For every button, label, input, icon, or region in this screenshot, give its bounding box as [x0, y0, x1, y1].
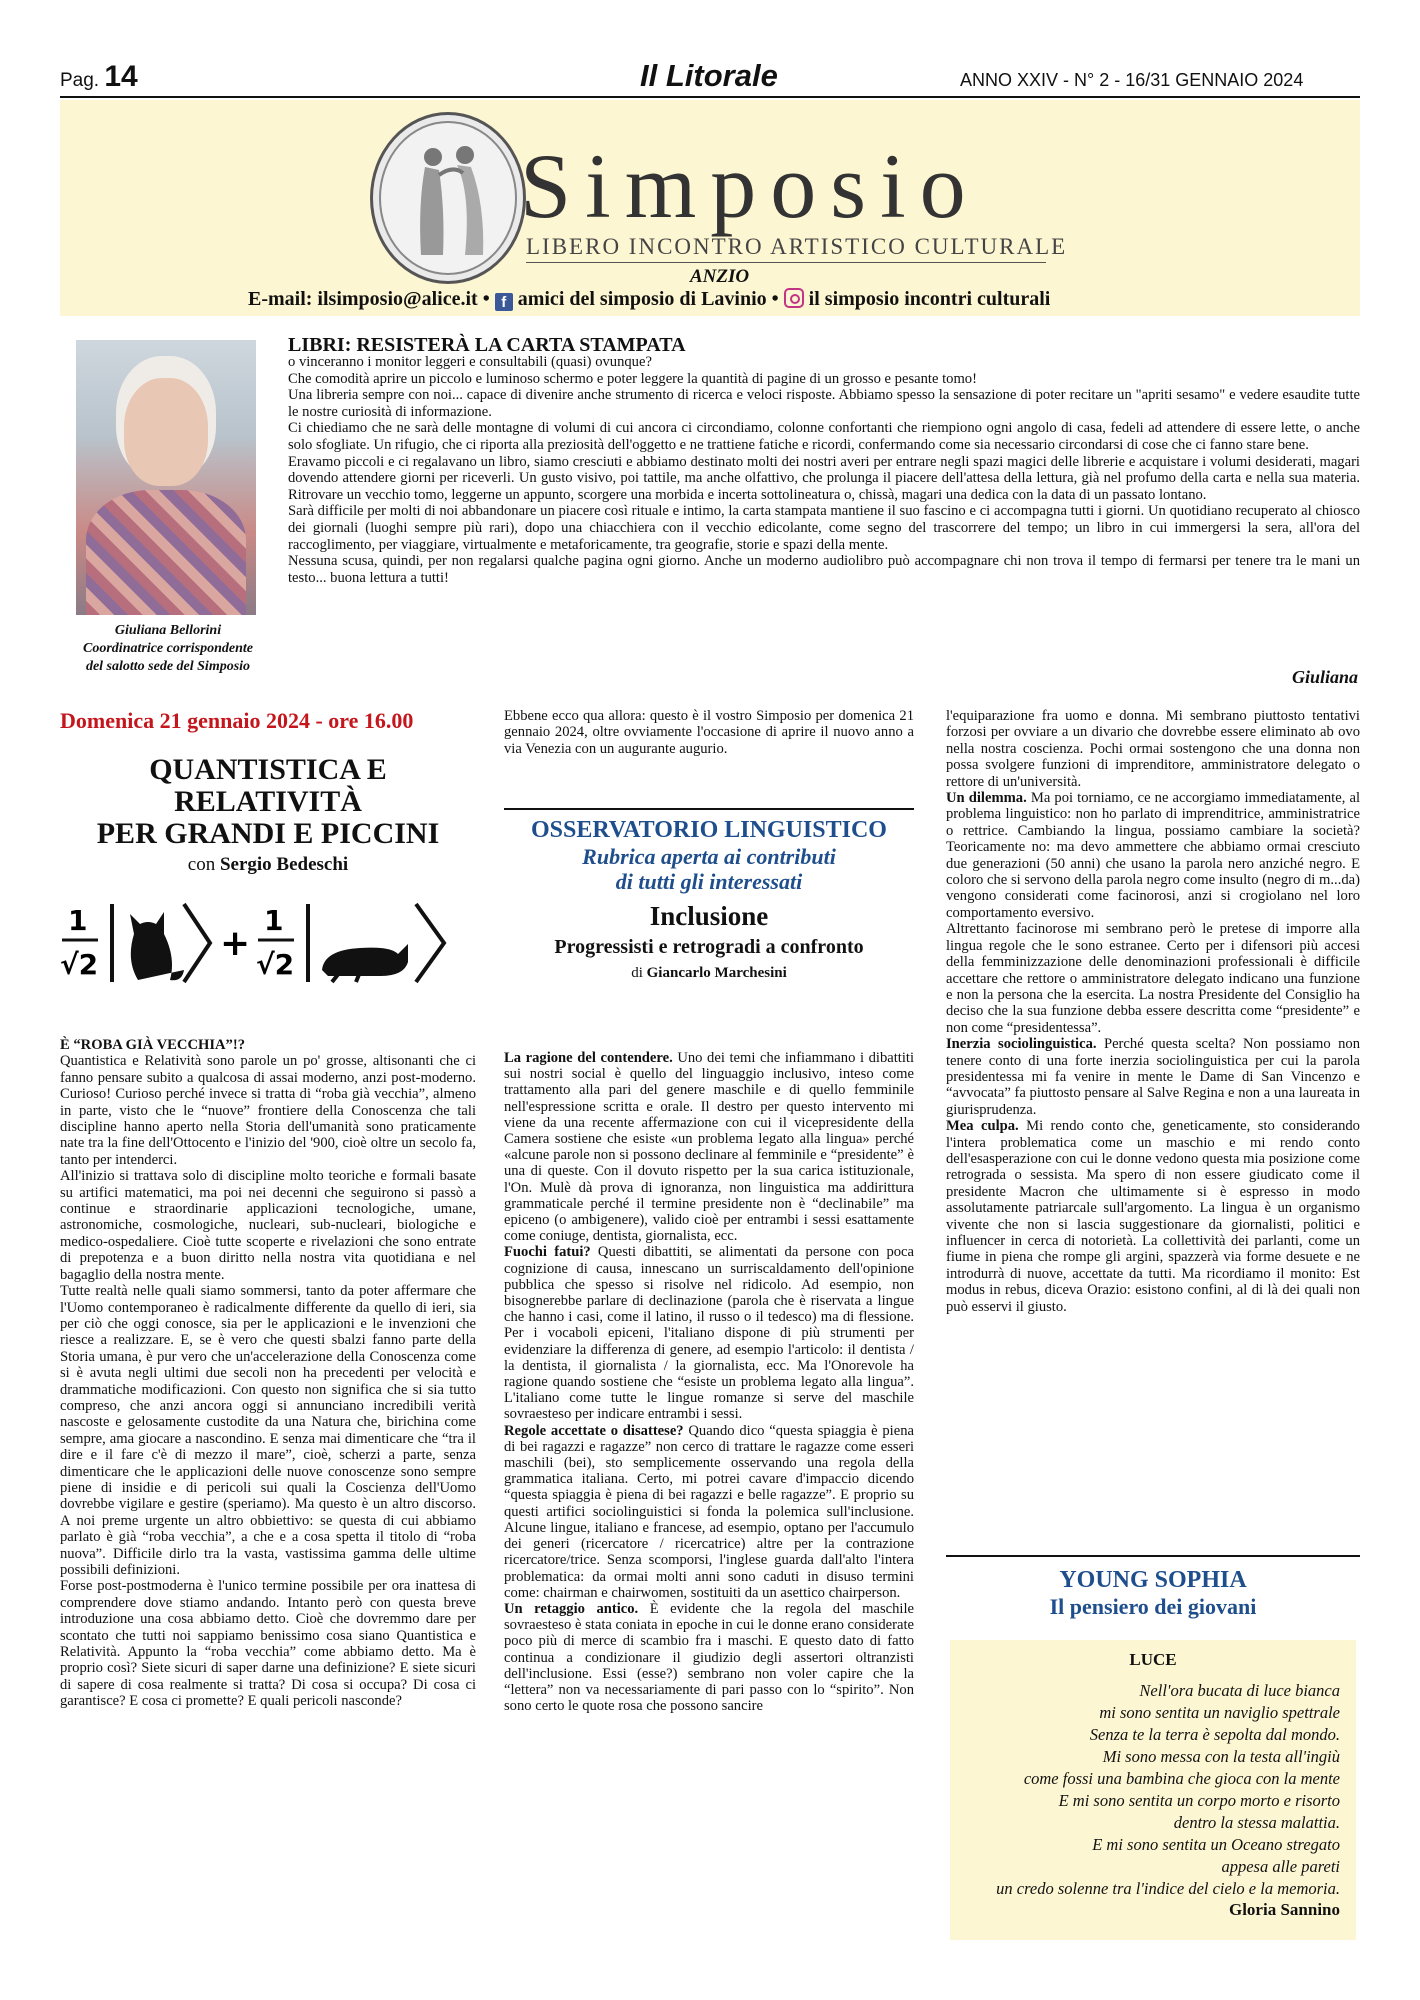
section-text: Questi dibattiti, se alimentati da persone con poca cognizione di causa, innescano un surriscaldamento dell'opinione pubblica che spesso si risolve nel ridicolo. Ad esempio, non bisognerebbe parlare di declinazione (parola che è riservata a lingue che hanno i casi, come il latino, il russo o il tedesco) ma di flessione. Per i vocaboli epiceni, l'italiano dispone di più strumenti per evidenziare la differenza di genere, ad esempio l'articolo: il dentista / la dentista, il giornalista / la giornalista, ecc. Ma l'Onorevole ha ragione quando sostiene che “esiste un problema legato alla lingua”. L'italiano come tutte le lingue romanze si serve del maschile sovraesteso per indicare entrambi i sessi. — [504, 1244, 914, 1423]
photo-scarf — [86, 490, 246, 615]
separator: • — [482, 288, 490, 310]
paragraph: Quantistica e Relatività sono parole un po' grosse, altisonanti che ci fanno pensare subito a qualcosa di assai moderno, anzi post-moderno. Curioso! Curioso perché invece si tratta di “roba già vecchia”, almeno in parte, visto che le “nuove” frontiere della Conoscenza che tali discipline hanno aperto nella Storia dell'umanità sono praticamente nate tra la fine dell'Ottocento e l'inizio del '900, cioè oltre un secolo fa, tanto per intenderci. — [60, 1053, 476, 1168]
photo-face — [124, 378, 208, 486]
formula-one: 1 — [264, 904, 284, 937]
inclusione-title: Inclusione — [649, 901, 769, 931]
section-text: Uno dei temi che infiammano i dibattiti sui nostri social è quello del linguaggio inclusivo, inteso come trattamento alla pari del genere maschile e di quello femminile nell'espressione scritta e orale. Il destro per questo intervento mi viene da una recente affermazione con cui il vicepresidente della Camera sostiene che esiste «un problema legato alla lingua» perché «alcune parole non si possono declinare al femminile e “presidente” è una di queste. Con il dovuto rispetto per la sua carica istituzionale, l'On. Mulè dà prova di ignoranza, non linguistica ma addirittura grammaticale perché il termine presidente non è “declinabile” ma epiceno (o ambigenere), valido cioè per entrambi i sessi esattamente come coniuge, dentista, giornalista, ecc. — [504, 1050, 914, 1245]
paragraph — [504, 1050, 914, 1244]
young-sophia-title: YOUNG SOPHIA — [1059, 1567, 1247, 1593]
section-heading: Un retaggio antico. — [504, 1600, 639, 1617]
section-heading: La ragione del contendere. — [504, 1050, 673, 1066]
inclusione-subtitle: Progressisti e retrogradi a confronto — [554, 936, 864, 958]
paragraph: Forse post-postmoderna è l'unico termine possibile per ora inattesa di comprendere dove stiamo andando. Intanto però con questa breve introduzione una cosa abbiamo detto. Cioè che dovremmo dare per scontato che tutti noi sappiamo benissimo cosa siano Quantistica e Relatività. Appunto la “roba vecchia” come abbiamo detto. Ma è proprio così? Siete sicuri di saper darne una definizione? E siete sicuri di sapere di cosa realmente si tratta? Di cosa si occupa? Di cosa ci garantisce? E cosa ci promette? E quali pericoli nasconde? — [60, 1578, 476, 1710]
simposio-intro: Ebbene ecco qua allora: questo è il vostro Simposio per domenica 21 gennaio 2024, oltre ovviamente l'occasione di aprire il nuovo anno a via Venezia con un augurante augurio. — [504, 708, 914, 757]
osservatorio-rubric: di tutti gli interessati — [615, 869, 803, 894]
osservatorio-rubric: Rubrica aperta ai contributi — [582, 844, 836, 869]
section-heading: Un dilemma. — [946, 790, 1027, 807]
section-heading: Inerzia sociolinguistica. — [946, 1036, 1097, 1053]
section-text: È evidente che la regola del maschile sovraesteso è stata coniata in epoche in cui le donne erano considerate poco più di merce di scambio fra i maschi. E questo dato di fatto continua a condizionare il giudizio degli assertori oltranzisti dell'inclusione. Essi (esse?) sembrano non voler capire che la “lettera” non va necessariamente di pari passo con lo “spirito”. Non sono certo le quote rosa che possono sancire — [504, 1600, 914, 1715]
inclusione-continued — [946, 708, 1360, 1315]
schrodinger-cat-formula — [60, 900, 476, 986]
caption-role: del salotto sede del Simposio — [85, 659, 251, 674]
paragraph: Che comodità aprire un piccolo e luminoso schermo e poter leggere la quantità di pagine di un grosso e pesante tomo! — [288, 370, 977, 387]
simposio-contacts — [248, 288, 1050, 311]
section-text: Quando dico “questa spiaggia è piena di bei ragazzi e ragazze” non cerco di trattare le ragazze come esseri maschili (bei), sto semplicemente osservando una regola della grammatica italiana. Certo, mi potrei cavare d'impaccio dicendo “questa spiaggia è piena di bei ragazzi e belle ragazze”. E proprio su questi artifici sociolinguistici si fonda la polemica sull'inclusione. Alcune lingue, italiano e francese, ad esempio, optano per l'accumulo dei generi (ricercatore / ricercatrice) altre per la contrazione ricercatore/trice. Senza scomporsi, l'inglese guarda dall'alto l'intera problematica: da ormai molti anni sono caduti in disuso termini come: chairman e chairwomen, sostituiti da un asettico chairperson. — [504, 1422, 914, 1601]
poem-line: un credo solenne tra l'indice del cielo e la memoria. — [996, 1879, 1340, 1898]
facebook-link[interactable]: amici del simposio di Lavinio — [517, 288, 767, 310]
figures-logo-icon — [373, 115, 523, 281]
author-name: Sergio Bedeschi — [219, 854, 349, 875]
cat-state-icon — [60, 900, 476, 986]
paragraph: Nessuna scusa, quindi, per non regalarsi qualche pagina ogni giorno. Anche un moderno audiolibro può accompagnare chi non trova il tempo di fermarsi per tenere tra le mani un testo... buona lettura a tutti! — [288, 553, 1360, 586]
title-line: QUANTISTICA E — [149, 753, 387, 786]
formula-plus: + — [220, 923, 251, 964]
section-heading: È “ROBA GIÀ VECCHIA”!? — [60, 1037, 246, 1053]
paragraph: All'inizio si trattava solo di discipline molto teoriche e formali basate su artifici matematici, ma poi nei decenni che seguirono si passò a continue e straordinarie applicazioni tecnologiche, umane, astronomiche, cosmologiche, nucleari, sub-nucleari, biologiche e medico-ospedaliere. Cioè tutte scoperte e rivelazioni che sono entrate di prepotenza e a buon diritto nella nostra vita quotidiana e nel bagaglio della nostra mente. — [60, 1168, 476, 1283]
poem — [950, 1680, 1340, 1900]
poem-line: Senza te la terra è sepolta dal mondo. — [1089, 1725, 1340, 1744]
page-number: 14 — [104, 60, 138, 93]
inclusione-author — [504, 965, 914, 982]
masthead: Il Litorale — [640, 58, 778, 93]
author-prefix: con — [187, 854, 216, 875]
paragraph — [946, 708, 1360, 790]
libri-title: LIBRI: RESISTERÀ LA CARTA STAMPATA — [288, 334, 686, 356]
paragraph — [504, 1244, 914, 1422]
paragraph — [946, 790, 1360, 921]
paragraph — [946, 1118, 1360, 1315]
paragraph — [946, 921, 1360, 1036]
page-label — [60, 60, 138, 94]
title-line: PER GRANDI E PICCINI — [96, 817, 440, 850]
poem-line: E mi sono sentita un corpo morto e risorto — [1058, 1791, 1340, 1810]
young-sophia-rule — [946, 1555, 1360, 1557]
paragraph: Una libreria sempre con noi... capace di divenire anche strumento di ricerca e veloci risposte. Abbiamo spesso la sensazione di poter recitare un "apriti sesamo" e vedere esaudite tutte le nostre curiosità di informazione. — [288, 387, 1360, 420]
libri-signature: Giuliana — [1291, 667, 1358, 687]
pag-label: Pag. — [60, 70, 100, 91]
email-link[interactable]: E-mail: ilsimposio@alice.it — [248, 288, 478, 310]
section-text: l'equiparazione fra uomo e donna. Mi sembrano piuttosto tentativi forzosi per ovviare a un divario che dovrebbe essere eliminato ab ovo nella nostra coscienza. Pochi ormai sostengono che una donna non possa svolgere funzioni di imprenditore, amministratore delegato o rettore di un'università. — [946, 708, 1360, 790]
poem-line: Mi sono messa con la testa all'ingiù — [1102, 1747, 1340, 1766]
paragraph: Tutte realtà nelle quali siamo sommersi, tanto da poter affermare che l'Uomo contemporaneo è radicalmente differente da quello di ieri, sia per ciò che oggi conosce, sia per le applicazioni e le invenzioni che riesce a realizzare. E, se è vero che questi sbalzi fanno parte della Storia umana, è pur vero che un'accelerazione della Conoscenza come si è avuta negli ultimi due secoli non ha precedenti per velocità e drammatiche modificazioni. Con questo non significa che si sia tutto compreso, che anzi ancora oggi si annunciano incredibili verità nascoste e gelosamente custodite da una Natura che, birichina come sempre, ama giocare a nascondino. E senza mai dimenticare che “tra il dire e il fare c'è di mezzo il mare”, cioè, scherzi a parte, senza dimenticare che le applicazioni delle nuove conoscenze sono sempre piene di insidie e di pericoli sui quali la Coscienza dell'Uomo dovrebbe vigilare e gestire (speriamo). Ma questo è un altro discorso. A noi preme urgente un altro obbiettivo: se questa di cui abbiamo parlato è già “roba vecchia”, a che e a cosa spetta il titolo di “roba nuova”. Difficile dirlo tra la vasta, vastissima gamma delle ultime possibili definizioni. — [60, 1283, 476, 1578]
author-name: Giancarlo Marchesini — [646, 965, 787, 981]
simposio-city: ANZIO — [690, 266, 750, 287]
facebook-icon: f — [495, 293, 513, 311]
poem-line: appesa alle pareti — [1221, 1857, 1340, 1876]
section-heading: Fuochi fatui? — [504, 1244, 591, 1261]
author-photo — [76, 340, 256, 615]
quantistica-author — [60, 854, 476, 876]
instagram-icon — [784, 288, 804, 308]
issue-info: ANNO XXIV - N° 2 - 16/31 GENNAIO 2024 — [960, 70, 1304, 90]
photo-caption — [70, 622, 266, 676]
paragraph — [504, 1423, 914, 1601]
poem-line: Nell'ora bucata di luce bianca — [1139, 1681, 1340, 1700]
simposio-title: Simposio — [520, 135, 980, 237]
poem-title: LUCE — [1129, 1650, 1177, 1669]
paragraph: Eravamo piccoli e ci regalavano un libro, siamo cresciuti e abbiamo destinato molti dei nostri averi per entrare negli spazi magici delle librerie e acquistare i volumi desiderati, magari dovendo attendere giorni per riceverli. Un gusto visivo, poi tattile, ma anche olfattivo, che prolunga il piacere dell'attesa della lettura, già nel profumo della carta e nella sua materia. Ritrovare un vecchio tomo, leggerne un appunto, scorgere una morbida e incerta sottolineatura o, chissà, magari una dedica con la data di un passato lontano. — [288, 453, 1360, 503]
header-rule — [60, 96, 1360, 98]
section-text: Mi rendo conto che, geneticamente, sto considerando l'intera problematica come un maschio e mi rendo conto dell'esasperazione con cui le donne vedono questa mia posizione come retrograda o sessista. Ma spero di non essere giudicato come il presidente Macron che ultimamente si è espresso in modo assolutamente patriarcale sull'argomento. La lingua è un organismo vivente che non si lascia suggestionare da giornalisti, politici e influencer in cerca di notorietà. La collettività dei parlanti, come un fiume in piena che rompe gli argini, spazzerà via forme desuete e ne introdurrà di nuove, accettate da tutti. Ma ricordiamo il monito: Est modus in rebus, diceva Orazio: esistono confini, al di là dei quali non può esservi il giusto. — [946, 1118, 1360, 1315]
poet-name: Gloria Sannino — [1228, 1900, 1340, 1919]
paragraph: Ci chiediamo che ne sarà delle montagne di volumi di cui ancora ci circondiamo, colonne confortanti che riempiono ogni angolo di casa, fedeli ad attendere di essere lette, o anche solo sfogliate. Un rifugio, che ci riporta alla preziosità dell'oggetto e ne trattiene fatiche e ricordi, confermando come sia necessario circondarsi di cose che ci fanno stare bene. — [288, 420, 1360, 453]
poem-line: come fossi una bambina che gioca con la mente — [1023, 1769, 1340, 1788]
section-text: Altrettanto facinorose mi sembrano però le pretese di imporre alla lingua regole che le sono estranee. Certo per i difensori più accesi della femminizzazione delle denominazioni professionali è difficile accettare che rettore o amministratore delegato indicano una funzione e non la persona che la esercita. La nostra Presidente del Consiglio ha deciso che la sua funzione debba essere descritta come “presidente” e non come “presidentessa”. — [946, 921, 1360, 1036]
libri-body — [288, 354, 1360, 586]
young-sophia-subtitle: Il pensiero dei giovani — [1049, 1594, 1257, 1619]
quantistica-body — [60, 1037, 476, 1710]
section-text: Perché questa scelta? Non possiamo non tenere conto di una forte inerzia sociolinguistica per cui la parola presidentessa mi fa venire in mente le Dame di San Vincenzo e “avvocata” fa piuttosto pensare al Salve Regina e non a una laureata in giurisprudenza. — [946, 1036, 1360, 1118]
simposio-subtitle: LIBERO INCONTRO ARTISTICO CULTURALE — [526, 234, 1068, 259]
poem-line: dentro la stessa malattia. — [1173, 1813, 1340, 1832]
paragraph — [946, 1036, 1360, 1118]
section-heading: Regole accettate o disattese? — [504, 1422, 684, 1439]
poem-line: mi sono sentita un naviglio spettrale — [1099, 1703, 1340, 1722]
instagram-link[interactable]: il simposio incontri culturali — [808, 288, 1051, 310]
title-line: RELATIVITÀ — [174, 785, 362, 818]
inclusione-body — [504, 1050, 914, 1714]
section-heading: Mea culpa. — [946, 1118, 1019, 1135]
simposio-logo — [370, 112, 526, 284]
paragraph: o vinceranno i monitor leggeri e consultabili (quasi) ovunque? — [288, 354, 652, 370]
poem-line: E mi sono sentita un Oceano stregato — [1092, 1835, 1340, 1854]
author-prefix: di — [631, 965, 643, 981]
simposio-divider — [526, 262, 1046, 263]
formula-one: 1 — [68, 904, 88, 937]
osservatorio-title: OSSERVATORIO LINGUISTICO — [531, 817, 887, 843]
formula-root: √2 — [60, 948, 99, 981]
paragraph — [504, 1601, 914, 1714]
event-date: Domenica 21 gennaio 2024 - ore 16.00 — [60, 708, 414, 733]
quantistica-title — [60, 754, 476, 850]
section-text: Ma poi torniamo, ce ne accorgiamo immediatamente, al problema linguistico: non ho parlato di imprenditrice, amministratrice o rettrice. Cambiando la lingua, possiamo cambiare la società? Teoricamente no: ma devo ammettere che abbiamo ormai cresciuto due generazioni (50 anni) che usano la parola nero anziché negro. E coloro che si servono della parola negro come insulto (negro di m...da) vengono considerati come facinorosi, anzi si crogiolano nel loro comportamento eversivo. — [946, 790, 1361, 921]
caption-name: Giuliana Bellorini — [114, 623, 222, 638]
separator: • — [771, 288, 779, 310]
formula-root: √2 — [256, 948, 295, 981]
paragraph: Sarà difficile per molti di noi abbandonare un piacere così rituale e intimo, la carta stampata mantiene il suo fascino e ci accompagna tutti i giorni. Un quotidiano recuperato al chiosco dei giornali (luoghi sempre più rari), dopo una chiacchiera con il vecchio edicolante, come segno del trascorrere del tempo; un libro in cui immergersi la sera, all'ora del raccoglimento, per viaggiare, virtualmente e metaforicamente, tra geografie, storie e spazi della mente. — [288, 503, 1360, 553]
osservatorio-header — [504, 808, 914, 982]
caption-role: Coordinatrice corrispondente — [83, 641, 253, 656]
